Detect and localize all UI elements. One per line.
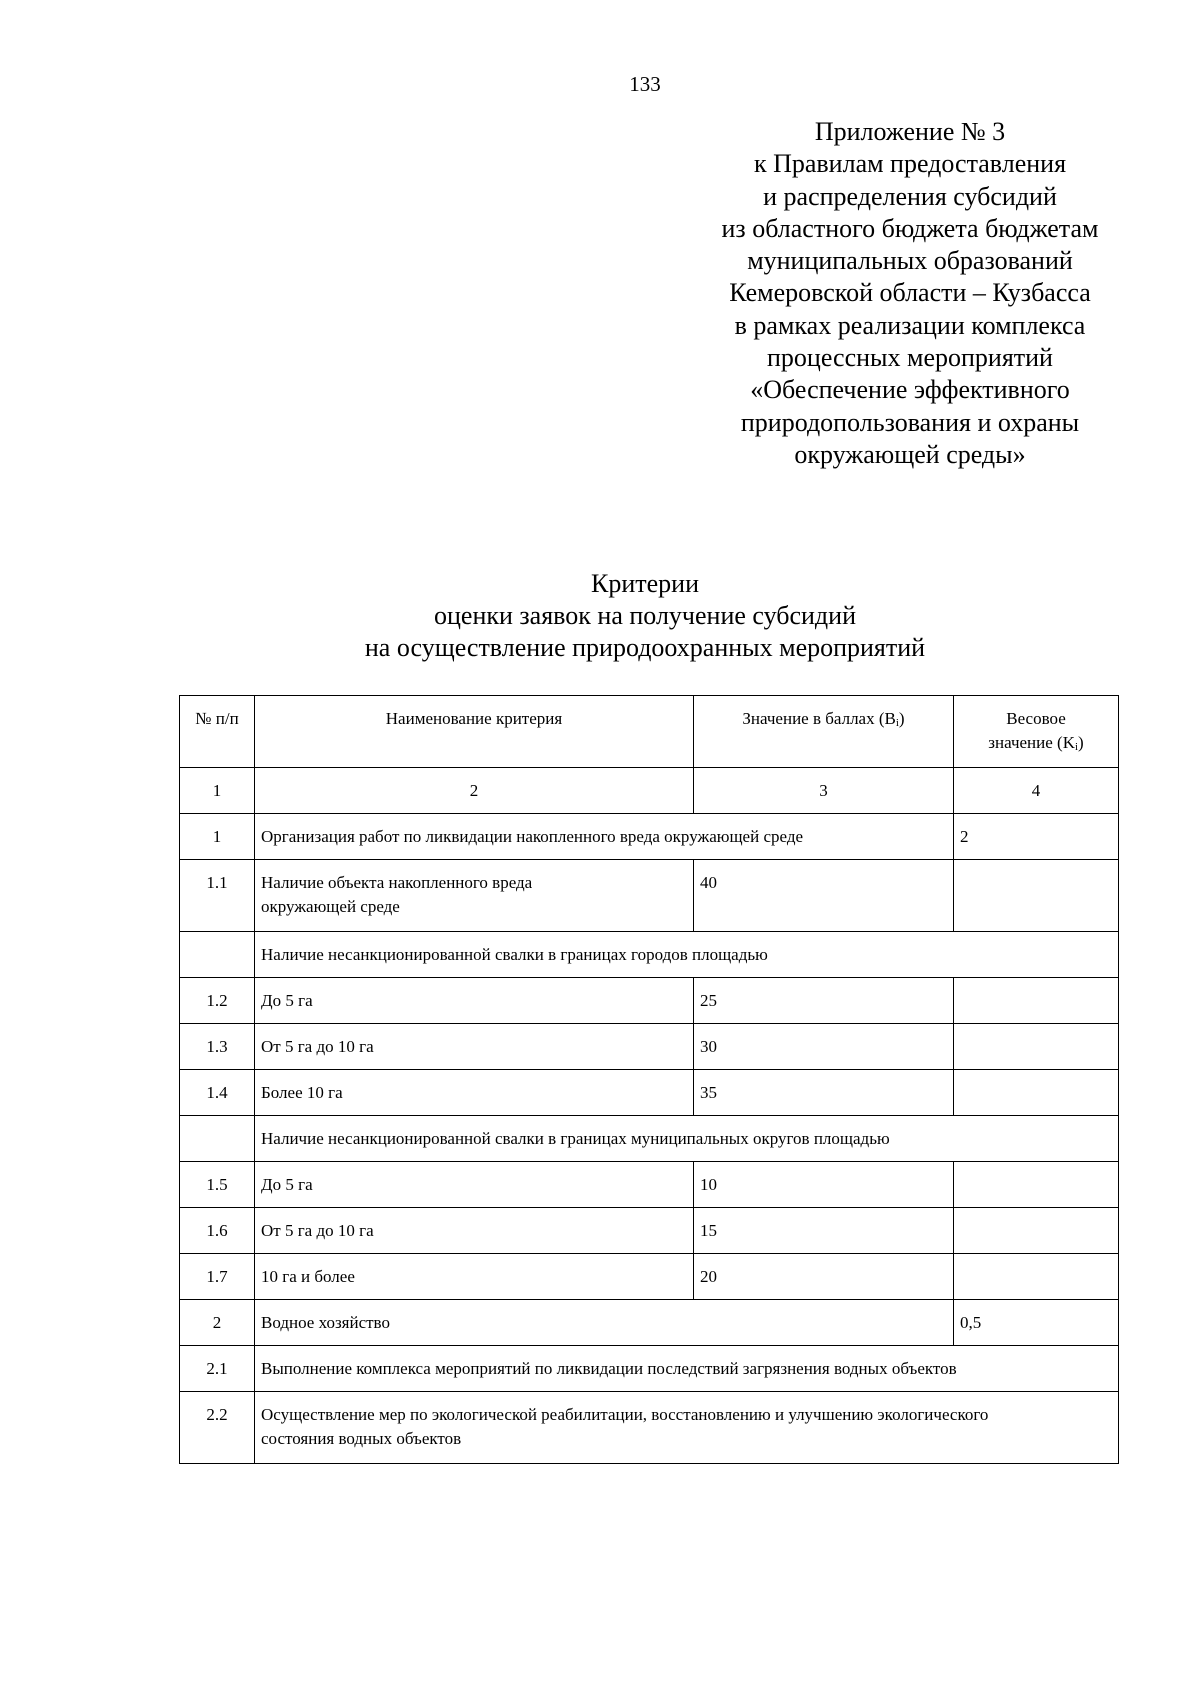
col-number: 3 xyxy=(694,768,954,814)
row-score: 20 xyxy=(694,1254,954,1300)
row-weight: 2 xyxy=(954,814,1119,860)
table-row xyxy=(180,1392,1119,1464)
row-name: До 5 га xyxy=(255,978,694,1024)
col-number: 1 xyxy=(180,768,255,814)
appendix-line: из областного бюджета бюджетам xyxy=(721,213,1099,243)
row-name: Водное хозяйство xyxy=(255,1300,954,1346)
row-score: 25 xyxy=(694,978,954,1024)
header-score-sub: i xyxy=(895,717,899,729)
table-row xyxy=(180,1346,1119,1392)
appendix-line: процессных мероприятий xyxy=(767,343,1053,373)
appendix-line: муниципальных образований xyxy=(747,246,1073,276)
page-number: 133 xyxy=(629,72,661,96)
row-subheading: Наличие несанкционированной свалки в границах городов площадью xyxy=(255,932,1119,978)
row-num xyxy=(180,1116,255,1162)
table-row xyxy=(180,860,1119,932)
row-num: 1.6 xyxy=(180,1208,255,1254)
header-score-close: ) xyxy=(898,709,905,728)
table-row xyxy=(180,814,1119,860)
row-name: Наличие объекта накопленного вреда окружающей среде xyxy=(255,860,694,932)
table-row xyxy=(180,978,1119,1024)
appendix-line: Кемеровской области – Кузбасса xyxy=(729,278,1091,308)
title-line: Критерии xyxy=(591,569,699,598)
appendix-line: «Обеспечение эффективного xyxy=(750,375,1070,405)
row-weight xyxy=(954,978,1119,1024)
row-num xyxy=(180,932,255,978)
row-num: 1 xyxy=(180,814,255,860)
appendix-line: Приложение № 3 xyxy=(814,117,1006,146)
table-row xyxy=(180,1070,1119,1116)
row-score: 40 xyxy=(694,860,954,932)
row-num: 2.2 xyxy=(180,1392,255,1464)
row-weight xyxy=(954,1162,1119,1208)
header-score-text: Значение в баллах (B xyxy=(742,709,896,728)
row-name: До 5 га xyxy=(255,1162,694,1208)
header-weight-text: значение (K xyxy=(988,733,1075,752)
header-name: Наименование критерия xyxy=(255,696,694,768)
row-num: 1.1 xyxy=(180,860,255,932)
row-score: 35 xyxy=(694,1070,954,1116)
table-row xyxy=(180,1024,1119,1070)
row-num: 1.5 xyxy=(180,1162,255,1208)
title-line: на осуществление природоохранных мероприятий xyxy=(364,633,926,662)
row-weight xyxy=(954,1208,1119,1254)
row-name: 10 га и более xyxy=(255,1254,694,1300)
header-weight-close: ) xyxy=(1078,733,1084,752)
table-row xyxy=(180,932,1119,978)
table-row xyxy=(180,1208,1119,1254)
appendix-line: к Правилам предоставления xyxy=(753,149,1067,179)
header-weight-line1: Весовое xyxy=(1006,709,1066,728)
row-name: Организация работ по ликвидации накопленного вреда окружающей среде xyxy=(255,814,954,860)
row-num: 1.4 xyxy=(180,1070,255,1116)
appendix-block xyxy=(690,116,1130,471)
appendix-line: природопользования и охраны xyxy=(740,407,1080,437)
table-row xyxy=(180,1254,1119,1300)
row-weight xyxy=(954,1070,1119,1116)
column-number-row xyxy=(180,768,1119,814)
document-title xyxy=(0,568,1200,664)
row-name: Осуществление мер по экологической реабилитации, восстановлению и улучшению экологического состояния водных объектов xyxy=(255,1392,1119,1464)
appendix-line: и распределения субсидий xyxy=(763,181,1057,211)
header-weight xyxy=(954,696,1119,768)
header-num: № п/п xyxy=(180,696,255,768)
row-weight: 0,5 xyxy=(954,1300,1119,1346)
col-number: 4 xyxy=(954,768,1119,814)
col-number: 2 xyxy=(255,768,694,814)
row-num: 1.7 xyxy=(180,1254,255,1300)
table-row xyxy=(180,1300,1119,1346)
appendix-line: окружающей среды» xyxy=(794,439,1026,469)
row-weight xyxy=(954,1024,1119,1070)
title-line: оценки заявок на получение субсидий xyxy=(434,601,856,630)
appendix-line: в рамках реализации комплекса xyxy=(734,310,1086,340)
header-weight-sub: i xyxy=(1074,741,1079,753)
table-row xyxy=(180,1116,1119,1162)
row-weight xyxy=(954,860,1119,932)
row-weight xyxy=(954,1254,1119,1300)
row-name: Выполнение комплекса мероприятий по ликвидации последствий загрязнения водных объектов xyxy=(255,1346,1119,1392)
criteria-table xyxy=(179,695,1119,1464)
row-name: От 5 га до 10 га xyxy=(255,1024,694,1070)
row-score: 30 xyxy=(694,1024,954,1070)
row-num: 2.1 xyxy=(180,1346,255,1392)
row-name: Более 10 га xyxy=(255,1070,694,1116)
row-score: 10 xyxy=(694,1162,954,1208)
header-row xyxy=(180,696,1119,768)
row-num: 2 xyxy=(180,1300,255,1346)
row-num: 1.3 xyxy=(180,1024,255,1070)
header-score xyxy=(694,696,954,768)
table-row xyxy=(180,1162,1119,1208)
row-num: 1.2 xyxy=(180,978,255,1024)
row-name: От 5 га до 10 га xyxy=(255,1208,694,1254)
row-score: 15 xyxy=(694,1208,954,1254)
row-subheading: Наличие несанкционированной свалки в границах муниципальных округов площадью xyxy=(255,1116,1119,1162)
